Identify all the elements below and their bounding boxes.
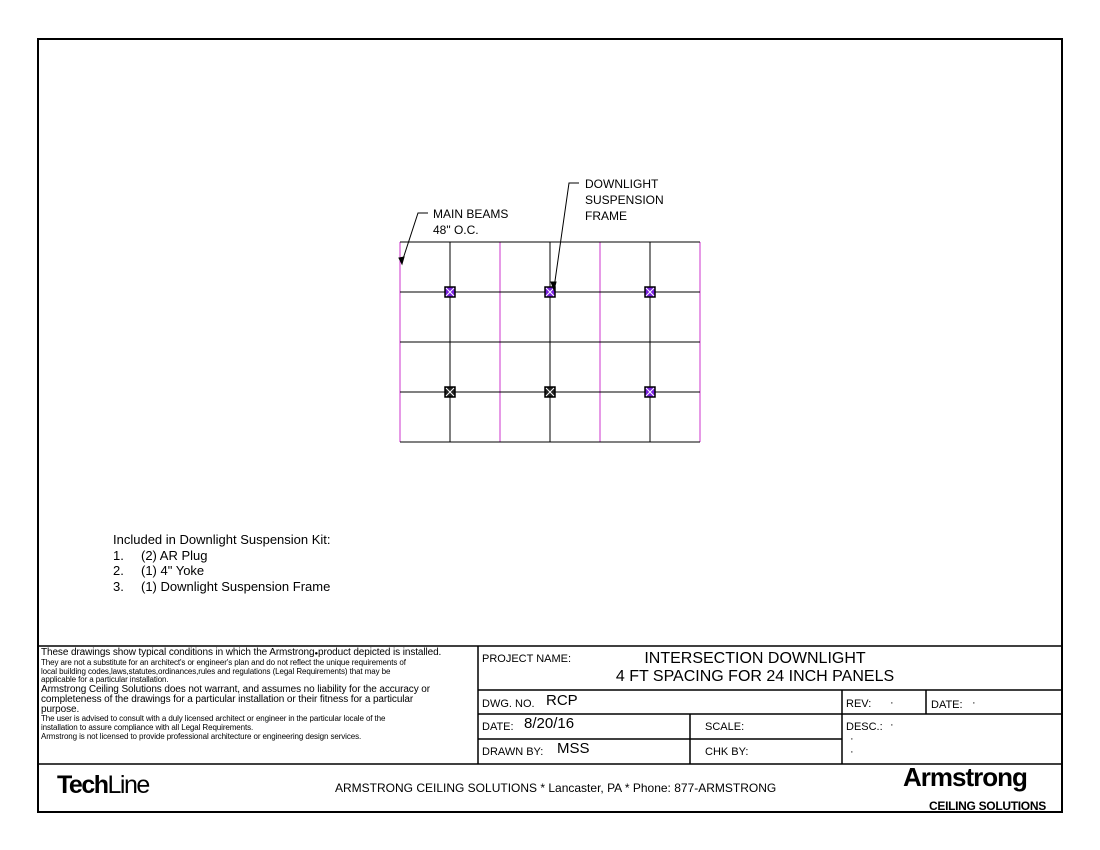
main-beams-label-line1: MAIN BEAMS bbox=[433, 207, 509, 221]
rev-value: · bbox=[890, 697, 894, 709]
dwg-no-value: RCP bbox=[546, 692, 578, 709]
rev-date-value: · bbox=[972, 697, 976, 709]
company-contact-line: ARMSTRONG CEILING SOLUTIONS * Lancaster, PA * Phone: 877-ARMSTRONG bbox=[335, 781, 777, 795]
dwg-no-label: DWG. NO. bbox=[482, 698, 535, 710]
drawn-by-label: DRAWN BY: bbox=[482, 746, 544, 758]
disclaimer-line: installation to assure compliance with all Legal Requirements. bbox=[41, 722, 254, 732]
project-name-line2: 4 FT SPACING FOR 24 INCH PANELS bbox=[615, 668, 895, 685]
desc-value: · bbox=[850, 746, 854, 758]
scale-label: SCALE: bbox=[705, 721, 745, 733]
project-name bbox=[560, 650, 950, 686]
frame-label-line2: SUSPENSION bbox=[585, 193, 664, 207]
kit-item-number: 1. bbox=[113, 547, 124, 563]
techline-thin: Line bbox=[107, 771, 149, 799]
frame-label-line3: FRAME bbox=[585, 209, 627, 223]
disclaimer-line: product depicted is installed. bbox=[318, 647, 442, 658]
drawn-by-value: MSS bbox=[557, 740, 590, 757]
disclaimer-line: purpose. bbox=[41, 704, 80, 716]
kit-item-number: 2. bbox=[113, 563, 124, 578]
desc-value: · bbox=[850, 733, 854, 745]
date-value: 8/20/16 bbox=[524, 715, 575, 732]
disclaimer-line: Armstrong Ceiling Solutions does not warrant, and assumes no liability for the accuracy or bbox=[41, 684, 430, 696]
disclaimer-line: The user is advised to consult with a duly licensed architect or engineer in the particular locale of the bbox=[41, 714, 386, 724]
techline-logo bbox=[57, 771, 149, 800]
frame-label-line1: DOWNLIGHT bbox=[585, 177, 659, 191]
techline-bold: Tech bbox=[57, 771, 108, 799]
disclaimer-line: completeness of the drawings for a particular installation or their fitness for a particular bbox=[41, 694, 414, 706]
kit-item-text: (2) AR Plug bbox=[141, 547, 208, 563]
disclaimer-line: They are not a substitute for an architect's or engineer's plan and do not reflect the unique requirements of bbox=[41, 658, 406, 667]
kit-title: Included in Downlight Suspension Kit: bbox=[113, 532, 331, 547]
kit-item-text: (1) Downlight Suspension Frame bbox=[141, 578, 331, 594]
desc-label: DESC.: bbox=[846, 721, 883, 733]
chk-by-label: CHK BY: bbox=[705, 746, 749, 758]
main-beams-label-line2: 48" O.C. bbox=[433, 223, 479, 237]
armstrong-logo-subtitle: CEILING SOLUTIONS bbox=[929, 799, 1046, 813]
date-label: DATE: bbox=[482, 721, 514, 733]
disclaimer-line: applicable for a particular installation. bbox=[41, 675, 169, 685]
disclaimer-line: local building codes,laws,statutes,ordinances,rules and regulations (Legal Requirements) that may be bbox=[41, 666, 391, 676]
disclaimer-text bbox=[41, 648, 477, 741]
rev-label: REV: bbox=[846, 698, 872, 710]
kit-item-number: 3. bbox=[113, 578, 124, 594]
project-name-label: PROJECT NAME: bbox=[482, 653, 572, 665]
kit-item-text: (1) 4" Yoke bbox=[141, 563, 205, 578]
project-name-line1: INTERSECTION DOWNLIGHT bbox=[644, 650, 866, 667]
disclaimer-line: Armstrong is not licensed to provide professional architecture or engineering design services. bbox=[41, 731, 362, 741]
rev-date-label: DATE: bbox=[931, 699, 963, 711]
registered-mark-icon: ● bbox=[314, 651, 319, 657]
desc-value: · bbox=[890, 719, 894, 731]
disclaimer-line: These drawings show typical conditions in which the Armstrong bbox=[41, 647, 315, 658]
armstrong-logo: Armstrong bbox=[903, 762, 1027, 792]
